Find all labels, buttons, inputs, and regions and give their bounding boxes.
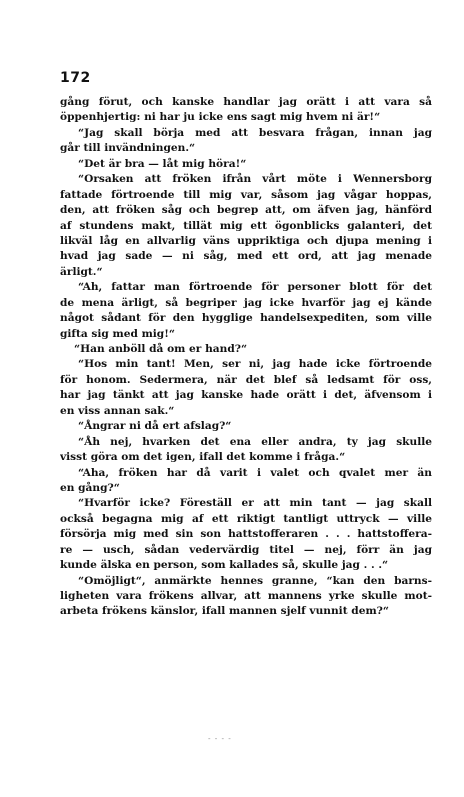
text-line: en viss annan sak.“: [60, 404, 175, 417]
text-line: har jag tänkt att jag kanske hade orätt i det, äfvensom i: [60, 389, 432, 402]
text-line: af stundens makt, tillät mig ett ögonblicks galanteri, det: [60, 219, 432, 232]
text-line: hvad jag sade — ni såg, med ett ord, att jag menade: [60, 250, 432, 263]
text-line: gifta sig med mig!“: [60, 327, 175, 340]
text-line: “Jag skall börja med att besvara frågan, innan jag: [78, 126, 432, 139]
text-line: också begagna mig af ett riktigt tantligt uttryck — ville: [60, 512, 432, 525]
page-number: 172: [60, 70, 91, 86]
text-line: “Orsaken att fröken ifrån vårt möte i Wennersborg: [78, 173, 432, 186]
text-line: öppenhjertig: ni har ju icke ens sagt mig hvem ni är!“: [60, 111, 381, 124]
text-line: för honom. Sedermera, när det blef så ledsamt för oss,: [60, 373, 432, 386]
text-line: går till invändningen.“: [60, 142, 196, 155]
text-line: “Omöjligt“, anmärkte hennes granne, “kan den barns-: [78, 574, 432, 587]
text-line: försörja mig med sin son hattstofferaren . . . hattstoffera-: [60, 528, 432, 541]
text-line: visst göra om det igen, ifall det komme i fråga.“: [60, 451, 346, 464]
footer-mark: - - - -: [208, 735, 232, 743]
text-line: arbeta frökens känslor, ifall mannen sjelf vunnit dem?“: [60, 605, 389, 618]
text-line: “Det är bra — låt mig höra!“: [78, 157, 247, 170]
text-line: “Aha, fröken har då varit i valet och qvalet mer än: [78, 466, 432, 479]
text-line: “Hvarför icke? Föreställ er att min tant — jag skall: [78, 497, 432, 510]
text-line: “Hos min tant! Men, ser ni, jag hade icke förtroende: [78, 358, 432, 371]
text-line: likväl låg en allvarlig väns uppriktiga och djupa mening i: [60, 234, 432, 247]
text-line: en gång?“: [60, 481, 120, 494]
text-line: re — usch, sådan vedervärdig titel — nej, förr än jag: [60, 543, 432, 556]
text-line: ärligt.“: [60, 265, 103, 278]
body-text: [60, 95, 432, 620]
text-line: “Åh nej, hvarken det ena eller andra, ty jag skulle: [78, 435, 432, 448]
text-line: “Ah, fattar man förtroende för personer blott för det: [78, 281, 432, 294]
text-line: fattade förtroende till mig var, såsom jag vågar hoppas,: [60, 188, 432, 201]
text-line: gång förut, och kanske handlar jag orätt i att vara så: [60, 96, 432, 108]
text-line: de mena ärligt, så begriper jag icke hvarför jag ej kände: [60, 296, 432, 309]
text-line: något sådant för den hygglige handelsexpediten, som ville: [60, 312, 432, 325]
text-line: den, att fröken såg och begrep att, om äfven jag, hänförd: [60, 204, 432, 217]
text-line: ligheten vara frökens allvar, att mannens yrke skulle mot-: [60, 590, 432, 602]
text-line: kunde älska en person, som kallades så, skulle jag . . .“: [60, 559, 389, 572]
text-line: “Ångrar ni då ert afslag?“: [78, 420, 232, 433]
text-line: “Han anböll då om er hand?“: [74, 343, 248, 355]
